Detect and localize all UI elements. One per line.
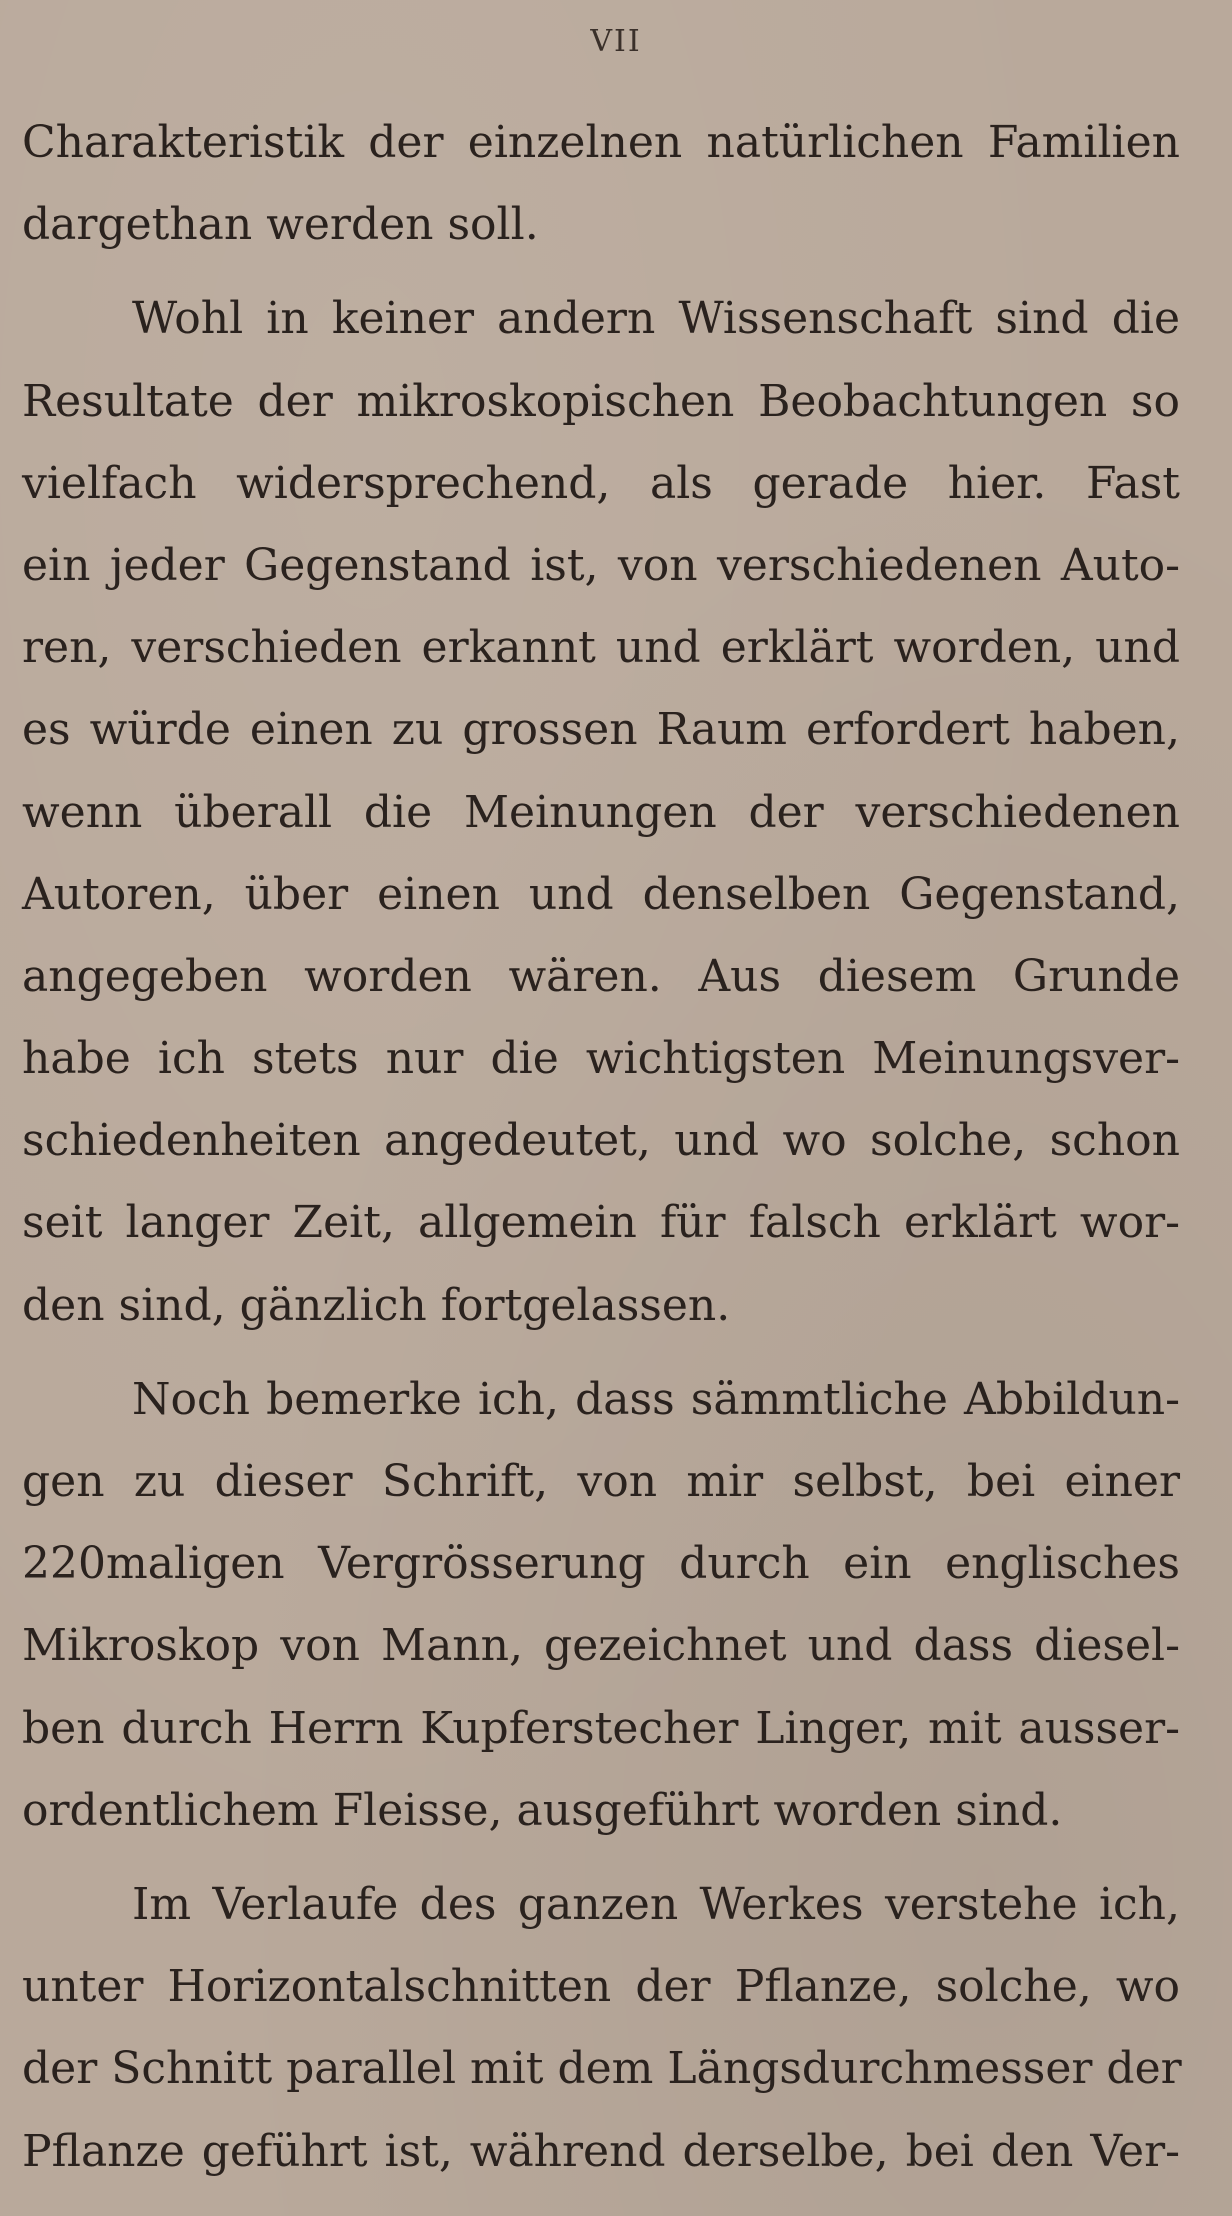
paragraph-2 [22,278,1180,1346]
text-line: Autoren, über einen und denselben Gegenstand, [22,868,1180,920]
text-line: ben durch Herrn Kupferstecher Linger, mit ausser- [22,1702,1180,1754]
text-line: schiedenheiten angedeutet, und wo solche, schon [22,1115,1180,1167]
text-line: 220maligen Vergrösserung durch ein englisches [22,1538,1180,1590]
text-line: Pflanze geführt ist, während derselbe, bei den Ver- [22,2125,1180,2177]
text-line: der Schnitt parallel mit dem Längsdurchmesser der [22,2043,1182,2095]
text-line: Charakteristik der einzelnen natürlichen Familien [22,117,1180,168]
text-line: Wohl in keiner andern Wissenschaft sind die [132,293,1180,345]
text-line: Im Verlaufe des ganzen Werkes verstehe ich, [132,1878,1180,1930]
text-line: seit langer Zeit, allgemein für falsch erklärt wor- [22,1197,1180,1249]
text-line: den sind, gänzlich fortgelassen. [22,1279,731,1331]
text-line: ren, verschieden erkannt und erklärt worden, und [22,622,1180,674]
text-line: unter Horizontalschnitten der Pflanze, solche, wo [22,1961,1180,2013]
text-line: ordentlichem Fleisse, ausgeführt worden sind. [22,1784,1063,1836]
text-line: habe ich stets nur die wichtigsten Meinungsver- [22,1033,1180,1085]
text-line: gen zu dieser Schrift, von mir selbst, bei einer [22,1456,1180,1507]
text-line: Noch bemerke ich, dass sämmtliche Abbildun- [132,1373,1180,1425]
paragraph-4 [22,1864,1180,2193]
paragraph-3 [22,1359,1180,1852]
text-line: ein jeder Gegenstand ist, von verschiedenen Auto- [22,539,1180,591]
text-line: dargethan werden soll. [22,199,539,251]
paragraph-1 [22,102,1180,266]
text-line: Mikroskop von Mann, gezeichnet und dass diesel- [22,1620,1180,1672]
text-line: es würde einen zu grossen Raum erfordert haben, [22,704,1180,756]
text-line: wenn überall die Meinungen der verschiedenen [22,786,1180,838]
text-line: vielfach widersprechend, als gerade hier. Fast [22,457,1180,509]
body-text [22,102,1180,2193]
page-number: VII [590,24,642,59]
text-line: Resultate der mikroskopischen Beobachtungen so [22,375,1180,427]
text-line: angegeben worden wären. Aus diesem Grunde [22,950,1180,1002]
